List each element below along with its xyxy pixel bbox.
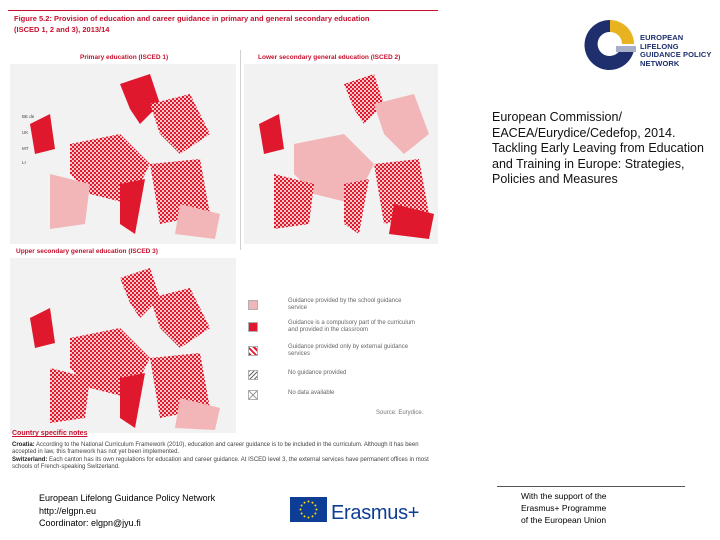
note-text: According to the National Curriculum Framework (2010), education and career guidance is to be included in the curriculum. Although it has been accepted in law, this framework has not yet been implemented.: [12, 442, 419, 456]
elgpn-logo: [580, 16, 712, 74]
legend-text: Guidance is a compulsory part of the curriculum and provided in the classroom: [288, 320, 416, 333]
footer-right: [521, 490, 691, 526]
notes-title: Country specific notes: [12, 430, 88, 437]
eurydice-figure: [8, 10, 440, 480]
inset-code: LI: [22, 160, 26, 165]
panel-divider: [240, 50, 241, 250]
inset-code: BE de: [22, 114, 35, 119]
figure-top-rule: [8, 10, 438, 11]
legend-swatch: [248, 390, 258, 400]
legend-item-no-data: [248, 388, 428, 406]
inset-code: UK: [22, 130, 29, 135]
note-croatia: [12, 442, 440, 457]
note-country: Croatia:: [12, 442, 35, 448]
footer-support-line1: With the support of the: [521, 491, 607, 501]
legend-swatch: [248, 346, 258, 356]
logo-line3: NETWORK: [640, 58, 680, 68]
erasmus-plus-logo: Erasmus+: [331, 502, 420, 524]
figure-title-line1: Figure 5.2: Provision of education and career guidance in primary and general secondary education: [14, 14, 370, 23]
legend-item-no-guidance: [248, 368, 428, 386]
map-upper-secondary: [10, 258, 236, 433]
inset-code: MT: [22, 146, 29, 151]
map-lower-secondary: [244, 64, 438, 244]
panel-label-primary: Primary education (ISCED 1): [80, 54, 169, 61]
footer-support-line3: of the European Union: [521, 515, 607, 525]
logo-line2: GUIDANCE POLICY: [640, 50, 712, 59]
legend-item-compulsory-curriculum: [248, 320, 428, 338]
legend: [248, 298, 438, 408]
footer-left: [39, 492, 215, 530]
eu-flag-icon: [290, 497, 327, 522]
legend-item-external-services: [248, 344, 428, 362]
figure-title-line2: (ISCED 1, 2 and 3), 2013/14: [14, 25, 110, 34]
legend-text: No data available: [288, 390, 335, 396]
footer-divider: [497, 486, 685, 487]
footer-coordinator[interactable]: Coordinator: elgpn@jyu.fi: [39, 518, 141, 528]
legend-swatch: [248, 300, 258, 310]
elgpn-logo-mark: [580, 16, 640, 74]
note-switzerland: [12, 457, 440, 472]
logo-line1: EUROPEAN LIFELONG: [640, 33, 684, 51]
figure-title: [14, 13, 434, 35]
panel-label-upper-secondary: Upper secondary general education (ISCED 3): [16, 248, 158, 255]
legend-text: Guidance provided by the school guidance service: [288, 298, 402, 311]
panel-label-lower-secondary: Lower secondary general education (ISCED 2): [258, 54, 401, 61]
note-country: Switzerland:: [12, 456, 48, 463]
notes-body: [12, 442, 440, 472]
legend-item-school-guidance: [248, 298, 428, 316]
legend-swatch: [248, 370, 258, 380]
note-text: Each canton has its own regulations for education and career guidance. At ISCED level 3, the external services have permanent offices in most schools of French-speaking Switzerland.: [12, 456, 429, 471]
citation-text: European Commission/ EACEA/Eurydice/Cedefop, 2014. Tackling Early Leaving from Education and Training in Europe: Strategies, Policies and Measures: [492, 110, 704, 186]
footer-network-name: European Lifelong Guidance Policy Network: [39, 493, 216, 503]
logo-wordmark: [640, 34, 712, 68]
footer-url[interactable]: http://elgpn.eu: [39, 505, 97, 516]
legend-text: Guidance provided only by external guidance services: [288, 344, 409, 357]
map-primary: [10, 64, 236, 244]
legend-swatch: [248, 322, 258, 332]
figure-source: Source: Eurydice.: [376, 410, 424, 416]
legend-text: No guidance provided: [288, 370, 347, 376]
footer-support-line2: Erasmus+ Programme: [521, 503, 607, 513]
